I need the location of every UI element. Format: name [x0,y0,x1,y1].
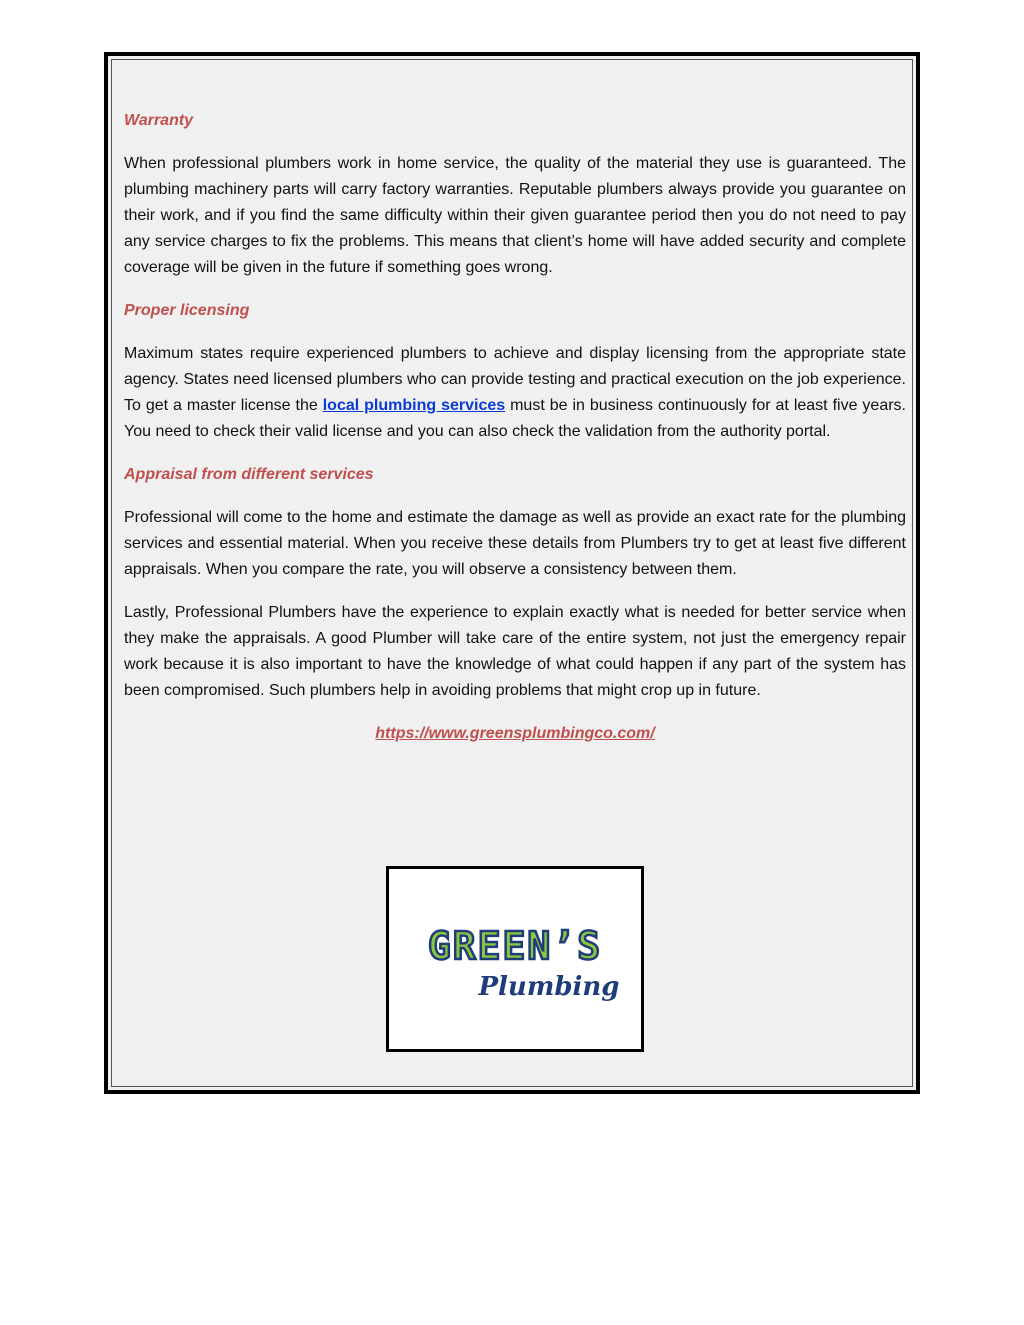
greens-plumbing-logo [389,869,641,1049]
licensing-text-after-link: must be in business continuously for at least five years. You need to check their valid license and you can also check the validation from the authority portal. [124,397,906,440]
paragraph-appraisal-1: Professional will come to the home and estimate the damage as well as provide an exact rate for the plumbing services and essential material. When you receive these details from Plumbers try to get at least five different appraisals. When you compare the rate, you will observe a consistency between them. [124,509,906,578]
heading-warranty: Warranty [124,112,194,129]
website-link[interactable]: https://www.greensplumbingco.com/ [375,725,655,742]
paragraph-warranty: When professional plumbers work in home service, the quality of the material they use is guaranteed. The plumbing machinery parts will carry factory warranties. Reputable plumbers always provide you guarantee on their work, and if you find the same difficulty within their given guarantee period then you do not need to pay any service charges to fix the problems. This means that client’s home will have added security and complete coverage will be given in the future if something goes wrong. [124,155,906,276]
paragraph-appraisal-2: Lastly, Professional Plumbers have the experience to explain exactly what is needed for better service when they make the appraisals. A good Plumber will take care of the entire system, not just the emergency repair work because it is also important to have the knowledge of what could happen if any part of the system has been compromised. Such plumbers help in avoiding problems that might crop up in future. [124,604,906,699]
document-frame [104,52,920,1094]
logo-brand-text: GREEN’S [427,924,603,968]
heading-proper-licensing: Proper licensing [124,302,250,319]
paragraph-proper-licensing [124,341,906,445]
heading-appraisal: Appraisal from different services [124,466,374,483]
local-plumbing-services-link[interactable]: local plumbing services [322,397,506,414]
logo-sub-text: Plumbing [478,972,620,1002]
logo-box [386,866,644,1052]
licensing-text-before-link: Maximum states require experienced plumbers to achieve and display licensing from the appropriate state agency. States need licensed plumbers who can provide testing and practical execution on the job experience. To get a master license the [124,345,906,414]
document-inner-border [111,59,913,1087]
document-content [124,108,906,747]
